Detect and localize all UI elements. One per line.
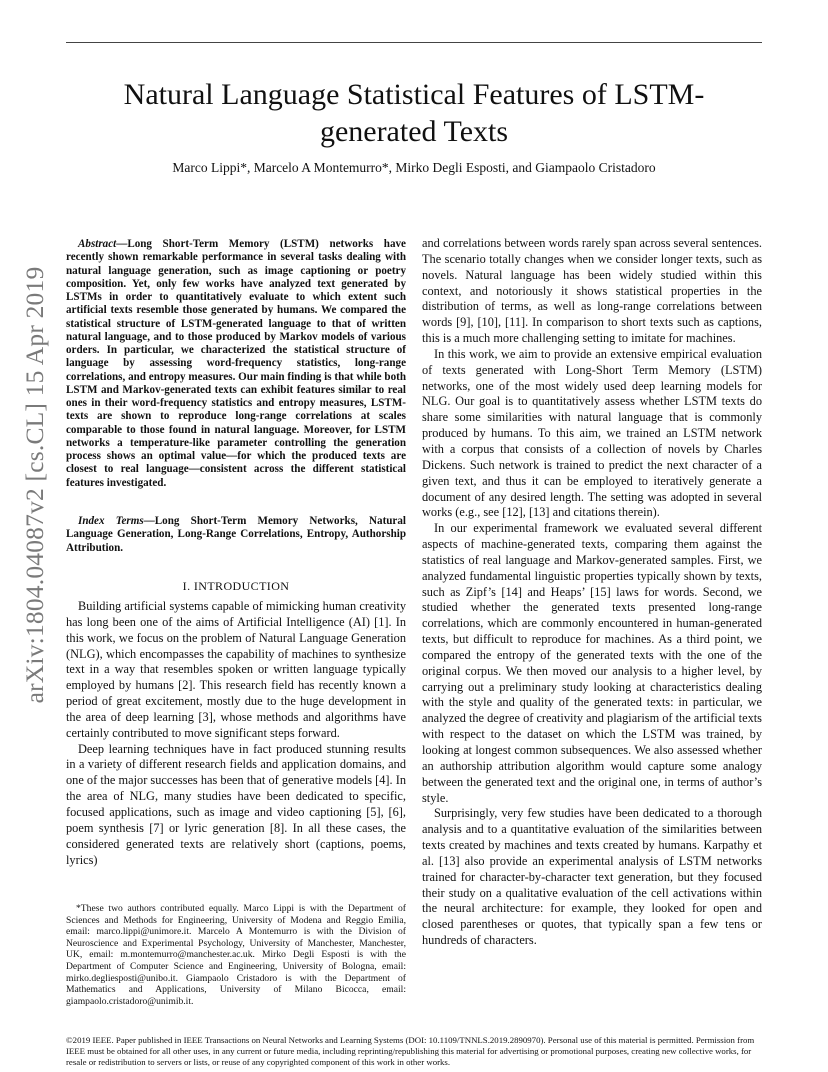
- paragraph: Deep learning techniques have in fact produced stunning results in a variety of different research fields and application domains, and one of the major successes has been that of generative models [4]. In the area of NLG, many studies have been dedicated to specific, focused applications, such as image and video captioning [5], [6], poem synthesis [7] or lyric generation [8]. In all these cases, the considered generated texts are relatively short (captions, poems, lyrics): [66, 741, 406, 867]
- author-list: Marco Lippi*, Marcelo A Montemurro*, Mirko Degli Esposti, and Giampaolo Cristadoro: [172, 160, 656, 175]
- top-rule: [66, 42, 762, 43]
- abstract: [66, 238, 406, 490]
- abstract-label: Abstract: [78, 238, 117, 250]
- index-terms-label: Index Terms: [78, 515, 144, 527]
- abstract-text: —Long Short-Term Memory (LSTM) networks have recently shown remarkable performance in several tasks dealing with natural language generation, such as image captioning or poetry composition. Yet, only few works have analyzed text generated by LSTMs in order to quantitatively evaluate to which extent such artificial texts resemble those generated by humans. We compared the statistical structure of LSTM-generated language to that of written natural language, and to those produced by Markov models of various orders. In particular, we characterized the statistical structure of language by assessing word-frequency statistics, long-range correlations, and entropy measures. Our main finding is that while both LSTM and Markov-generated texts can exhibit features similar to real ones in their word-frequency statistics and entropy measures, LSTM-texts are shown to reproduce long-range correlations at scales comparable to those found in natural language. Moreover, for LSTM networks a temperature-like parameter controlling the generation process shows an optimal value—for which the produced texts are closest to real language—consistent across the different statistical features investigated.: [66, 238, 406, 489]
- paragraph: Surprisingly, very few studies have been dedicated to a thorough analysis and to a quantitative evaluation of the similarities between texts created by machines and texts created by humans. Karpathy et al. [13] also provide an experimental analysis of LSTM networks trained for character-by-character text generation, but they focused their study on a qualitative evaluation of the cell activations within the neural architecture: for example, they looked for open and closed parentheses or quotes, that typically span a few tens or hundreds of characters.: [422, 806, 762, 948]
- paper-title: Natural Language Statistical Features of LSTM-generated Texts: [123, 78, 705, 148]
- arxiv-watermark: [10, 240, 60, 730]
- section-heading: I. INTRODUCTION: [182, 579, 290, 593]
- intro-left-column: [66, 599, 406, 868]
- paragraph: Building artificial systems capable of mimicking human creativity has long been one of the aims of Artificial Intelligence (AI) [1]. In this work, we focus on the problem of Natural Language Generation (NLG), which encompasses the capability of machines to synthesize text in a way that resembles spoken or written language typically employed by humans [2]. This research field has recently known a period of great excitement, mostly due to the huge development in the area of deep learning [3], whose methods and algorithms have certainly contributed to move significant steps forward.: [66, 599, 406, 740]
- right-column: [422, 236, 762, 949]
- arxiv-id: arXiv:1804.04087v2 [cs.CL] 15 Apr 2019: [20, 266, 49, 704]
- copyright-notice: ©2019 IEEE. Paper published in IEEE Transactions on Neural Networks and Learning Systems (DOI: 10.1109/TNNLS.2019.2890970). Personal use of this material is permitted. Permission from IEEE must be obtained for all other uses, in any current or future media, including reprinting/republishing this material for advertising or promotional purposes, creating new collective works, for resale or redistribution to servers or lists, or reuse of any copyrighted component of this work in other works.: [66, 1035, 755, 1067]
- paragraph: In this work, we aim to provide an extensive empirical evaluation of texts generated with Long-Short Term Memory (LSTM) networks, one of the most widely used deep learning models for NLG. Our goal is to quantitatively assess whether LSTM texts do share some similarities with natural language that is commonly produced by humans. To this aim, we trained an LSTM network with a corpus that consists of a collection of novels by Charles Dickens. Such network is trained to predict the next character of a given text, and thus it can be employed to iteratively generate a document of any desired length. The setting was adopted in several works (e.g., see [12], [13] and citations therein).: [422, 346, 762, 520]
- paragraph: and correlations between words rarely span across several sentences. The scenario totally changes when we consider longer texts, such as novels. Natural language has been widely studied within this context, and notoriously it shows statistical properties in the distribution of terms, as well as long-range correlations between words [9], [10], [11]. In comparison to short texts such as captions, this is a much more challenging setting to imitate for machines.: [422, 236, 762, 346]
- index-terms: [66, 515, 406, 555]
- author-footnote: *These two authors contributed equally. Marco Lippi is with the Department of Sciences and Methods for Engineering, University of Modena and Reggio Emilia, email: marco.lippi@unimore.it. Marcelo A Montemurro is with the Division of Neuroscience and Experimental Psychology, University of Manchester, Manchester, UK, email: m.montemurro@manchester.ac.uk. Mirko Degli Esposti is with the Department of Computer Science and Engineering, University of Bologna, email: mirko.degliesposti@unibo.it. Giampaolo Cristadoro is with the Department of Mathematics and Applications, University of Milano Bicocca, email: giampaolo.cristadoro@unimib.it.: [66, 903, 406, 1007]
- index-terms-text: —Long Short-Term Memory Networks, Natural Language Generation, Long-Range Correlations, Entropy, Authorship Attribution.: [66, 515, 406, 554]
- paragraph: In our experimental framework we evaluated several different aspects of machine-generated texts, comparing them against the statistics of real language and Markov-generated samples. First, we analyzed fundamental linguistic properties typically shown by texts, such as Zipf’s [14] and Heaps’ [15] laws for words. Second, we studied whether the generated texts presented long-range correlations, which are commonly encountered in human-generated texts, but difficult to reproduce for machines. As a third point, we compared the entropy of the generated texts with the one of the original corpus. We then moved our analysis to a higher level, by carrying out a preliminary study looking at characteristics dealing with the style and quality of the generated texts: in particular, we analyzed the degree of creativity and plagiarism of the artificial texts with respect to the dataset on which the LSTM was trained, by looking at longest common subsequences. We also assessed whether an authorship attribution algorithm would capture some analogy between the generated text and the original one, in terms of author’s style.: [422, 521, 762, 805]
